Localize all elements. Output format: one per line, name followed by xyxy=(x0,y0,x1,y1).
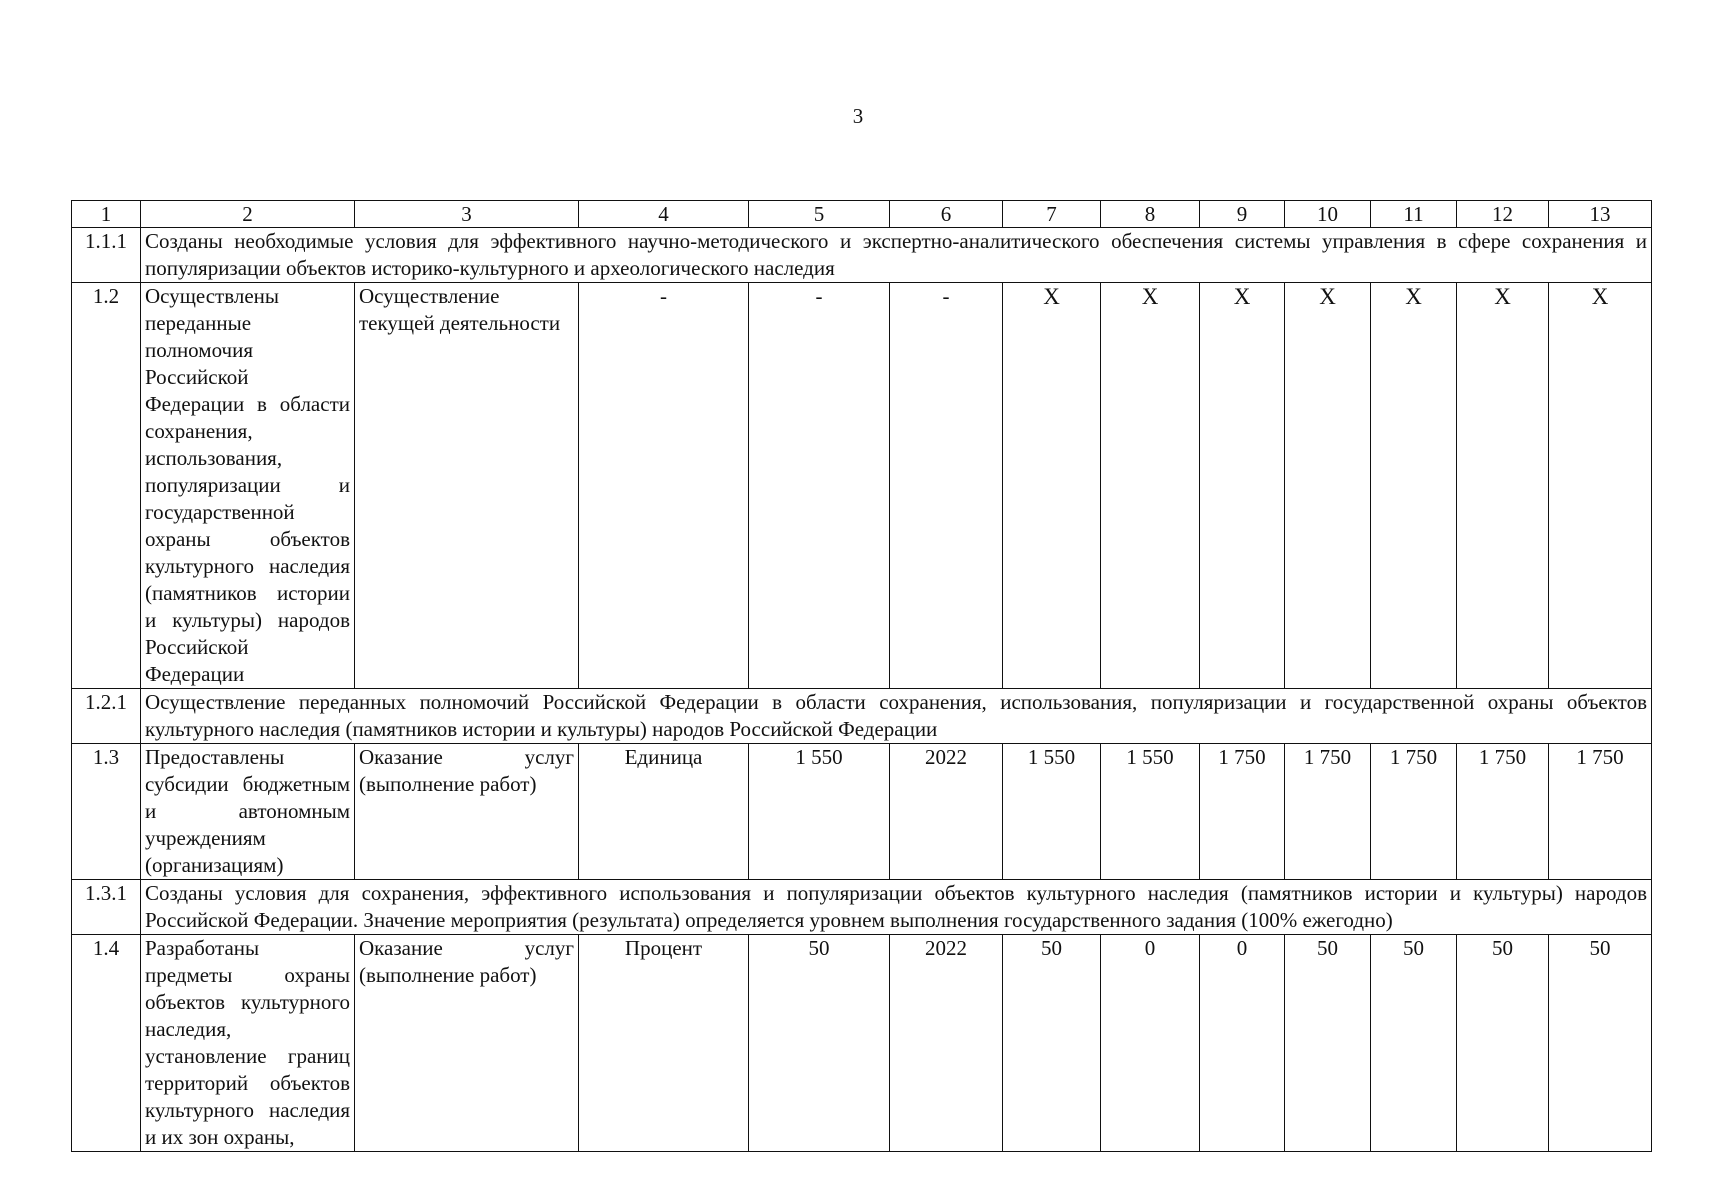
task-description: Созданы условия для сохранения, эффективного использования и популяризации объектов культурного наследия (памятников истории и культуры) народов Российской Федерации. Значение мероприятия (результата) определяется уровнем выполнения государственного задания (100% ежегодно) xyxy=(141,880,1652,935)
row-number: 1.1.1 xyxy=(72,228,141,283)
result-name: Разработаны предметы охраны объектов культурного наследия, установление границ территорий объектов культурного наследия и их зон охраны, xyxy=(141,935,355,1152)
value-cell: X xyxy=(1549,283,1652,689)
value-cell: 50 xyxy=(1371,935,1457,1152)
unit-cell: Единица xyxy=(579,744,749,880)
unit-cell: Процент xyxy=(579,935,749,1152)
column-number: 12 xyxy=(1457,201,1549,228)
value-cell: 1 750 xyxy=(1549,744,1652,880)
result-name: Предоставлены субсидии бюджетным и автономным учреждениям (организациям) xyxy=(141,744,355,880)
row-number: 1.4 xyxy=(72,935,141,1152)
column-number: 4 xyxy=(579,201,749,228)
column-number: 7 xyxy=(1003,201,1101,228)
base-year-cell: 2022 xyxy=(890,935,1003,1152)
row-number: 1.3.1 xyxy=(72,880,141,935)
value-cell: 1 750 xyxy=(1371,744,1457,880)
column-number: 10 xyxy=(1285,201,1371,228)
column-number: 9 xyxy=(1200,201,1285,228)
column-number: 2 xyxy=(141,201,355,228)
column-number: 11 xyxy=(1371,201,1457,228)
table-row xyxy=(72,283,1652,689)
value-cell: 1 750 xyxy=(1200,744,1285,880)
column-number: 3 xyxy=(355,201,579,228)
value-cell: 50 xyxy=(1285,935,1371,1152)
value-cell: X xyxy=(1003,283,1101,689)
value-cell: 50 xyxy=(1457,935,1549,1152)
task-row xyxy=(72,880,1652,935)
task-description: Осуществление переданных полномочий Российской Федерации в области сохранения, использования, популяризации и государственной охраны объектов культурного наследия (памятников истории и культуры) народов Российской Федерации xyxy=(141,689,1652,744)
value-cell: X xyxy=(1200,283,1285,689)
base-year-cell: 2022 xyxy=(890,744,1003,880)
column-number: 1 xyxy=(72,201,141,228)
column-number: 13 xyxy=(1549,201,1652,228)
value-cell: X xyxy=(1457,283,1549,689)
table-row xyxy=(72,935,1652,1152)
task-row xyxy=(72,689,1652,744)
value-cell: X xyxy=(1101,283,1200,689)
value-cell: 1 550 xyxy=(1003,744,1101,880)
table-header-row xyxy=(72,201,1652,228)
row-number: 1.2.1 xyxy=(72,689,141,744)
indicators-table xyxy=(71,200,1652,1152)
value-cell: 0 xyxy=(1200,935,1285,1152)
column-number: 8 xyxy=(1101,201,1200,228)
row-number: 1.2 xyxy=(72,283,141,689)
value-cell: 1 550 xyxy=(1101,744,1200,880)
base-value-cell: 50 xyxy=(749,935,890,1152)
value-cell: 1 750 xyxy=(1457,744,1549,880)
task-row xyxy=(72,228,1652,283)
value-cell: X xyxy=(1285,283,1371,689)
result-type: Оказание услуг (выполнение работ) xyxy=(355,744,579,880)
value-cell: 1 750 xyxy=(1285,744,1371,880)
value-cell: 50 xyxy=(1003,935,1101,1152)
page-number: 3 xyxy=(852,104,864,128)
unit-cell: - xyxy=(579,283,749,689)
table-row xyxy=(72,744,1652,880)
value-cell: 0 xyxy=(1101,935,1200,1152)
base-year-cell: - xyxy=(890,283,1003,689)
task-description: Созданы необходимые условия для эффективного научно-методического и экспертно-аналитического обеспечения системы управления в сфере сохранения и популяризации объектов историко-культурного и археологического наследия xyxy=(141,228,1652,283)
row-number: 1.3 xyxy=(72,744,141,880)
base-value-cell: - xyxy=(749,283,890,689)
value-cell: 50 xyxy=(1549,935,1652,1152)
value-cell: X xyxy=(1371,283,1457,689)
result-name: Осуществлены переданные полномочия Российской Федерации в области сохранения, использования, популяризации и государственной охраны объектов культурного наследия (памятников истории и культуры) народов Российской Федерации xyxy=(141,283,355,689)
result-type: Осуществление текущей деятельности xyxy=(355,283,579,689)
result-type: Оказание услуг (выполнение работ) xyxy=(355,935,579,1152)
base-value-cell: 1 550 xyxy=(749,744,890,880)
column-number: 5 xyxy=(749,201,890,228)
column-number: 6 xyxy=(890,201,1003,228)
